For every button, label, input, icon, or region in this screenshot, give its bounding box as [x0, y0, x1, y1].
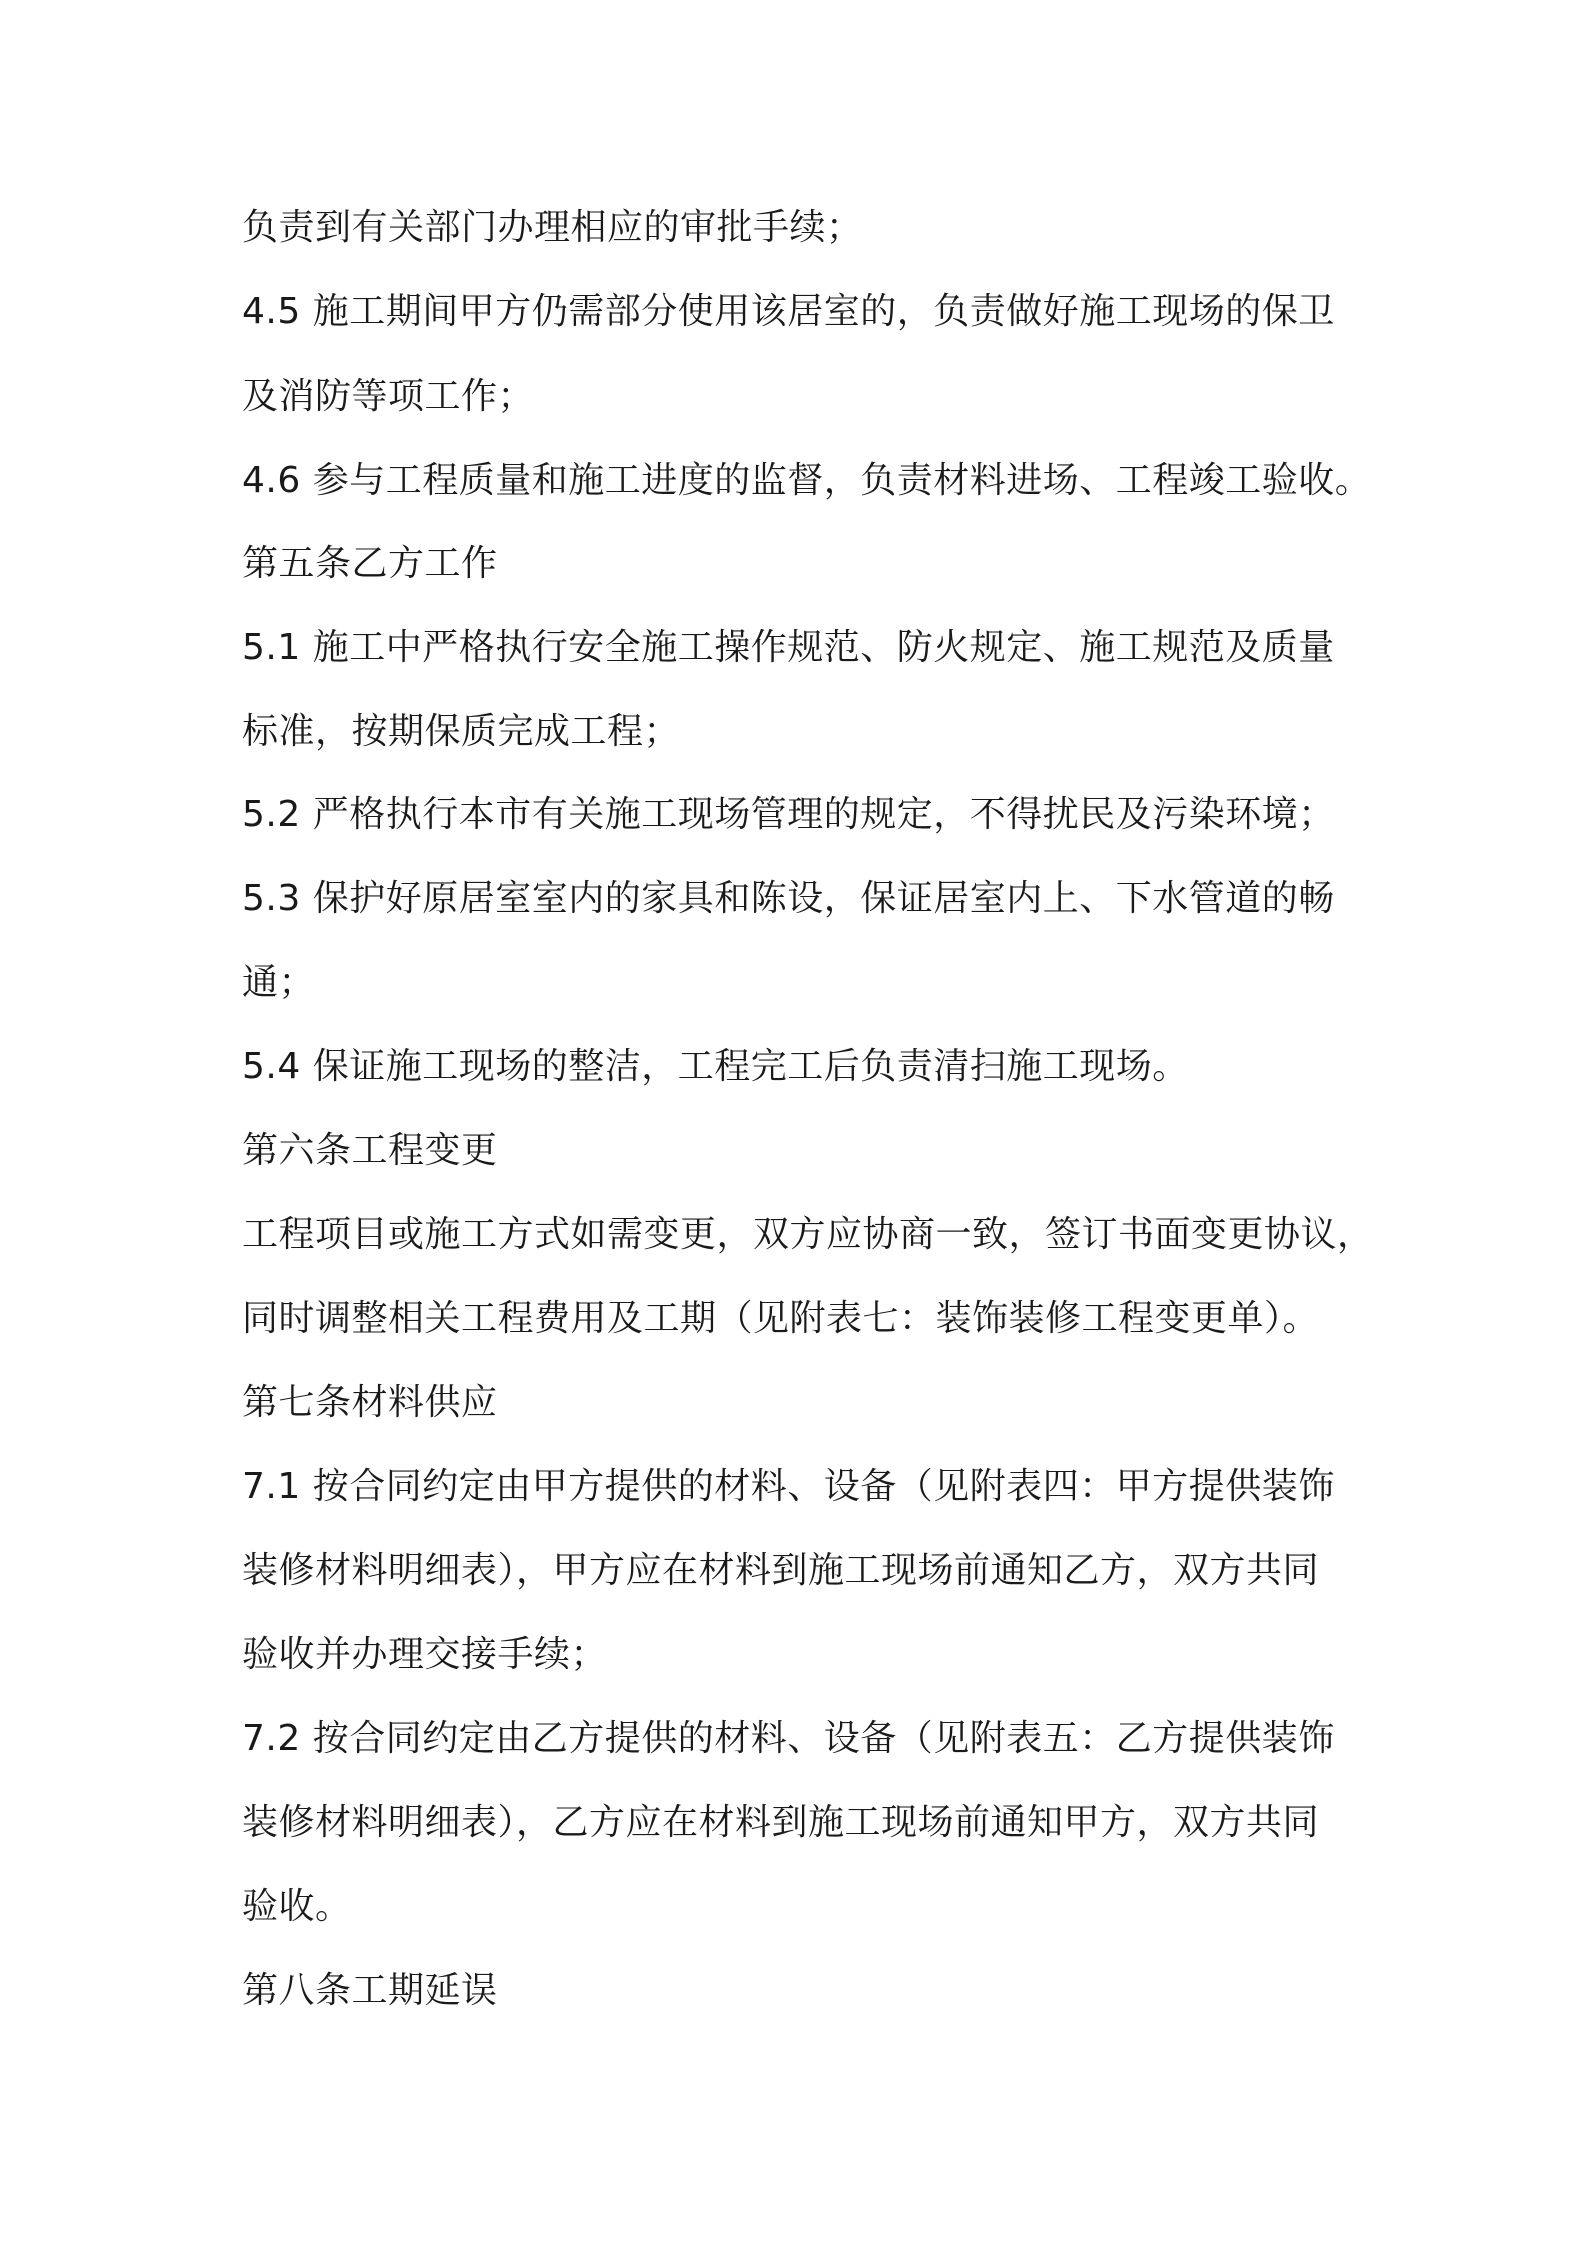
- section-heading: 第六条工程变更: [242, 1130, 498, 1171]
- text-line: 工程项目或施工方式如需变更，双方应协商一致，签订书面变更协议，: [242, 1214, 1374, 1255]
- text-line: 标准，按期保质完成工程；: [242, 711, 681, 752]
- text-line: 验收并办理交接手续；: [242, 1634, 608, 1675]
- text-line: 通；: [242, 962, 316, 1003]
- text-line: 4.5 施工期间甲方仍需部分使用该居室的，负责做好施工现场的保卫: [242, 291, 1335, 332]
- text-line: 同时调整相关工程费用及工期（见附表七：装饰装修工程变更单）。: [242, 1298, 1320, 1339]
- section-heading: 第五条乙方工作: [242, 543, 498, 584]
- text-line: 5.3 保护好原居室室内的家具和陈设，保证居室内上、下水管道的畅: [242, 878, 1335, 919]
- text-line: 5.1 施工中严格执行安全施工操作规范、防火规定、施工规范及质量: [242, 627, 1335, 668]
- text-line: 负责到有关部门办理相应的审批手续；: [242, 207, 863, 248]
- text-line: 装修材料明细表），甲方应在材料到施工现场前通知乙方，双方共同: [242, 1550, 1320, 1591]
- text-line: 4.6 参与工程质量和施工进度的监督，负责材料进场、工程竣工验收。: [242, 460, 1372, 501]
- section-heading: 第七条材料供应: [242, 1382, 498, 1423]
- text-line: 验收。: [242, 1886, 352, 1927]
- text-line: 及消防等项工作；: [242, 376, 535, 417]
- text-line: 5.2 严格执行本市有关施工现场管理的规定，不得扰民及污染环境；: [242, 794, 1335, 835]
- section-heading: 第八条工期延误: [242, 1970, 498, 2011]
- text-line: 5.4 保证施工现场的整洁，工程完工后负责清扫施工现场。: [242, 1046, 1189, 1087]
- text-line: 7.1 按合同约定由甲方提供的材料、设备（见附表四：甲方提供装饰: [242, 1466, 1335, 1507]
- text-line: 7.2 按合同约定由乙方提供的材料、设备（见附表五：乙方提供装饰: [242, 1718, 1335, 1759]
- text-line: 装修材料明细表），乙方应在材料到施工现场前通知甲方，双方共同: [242, 1802, 1320, 1843]
